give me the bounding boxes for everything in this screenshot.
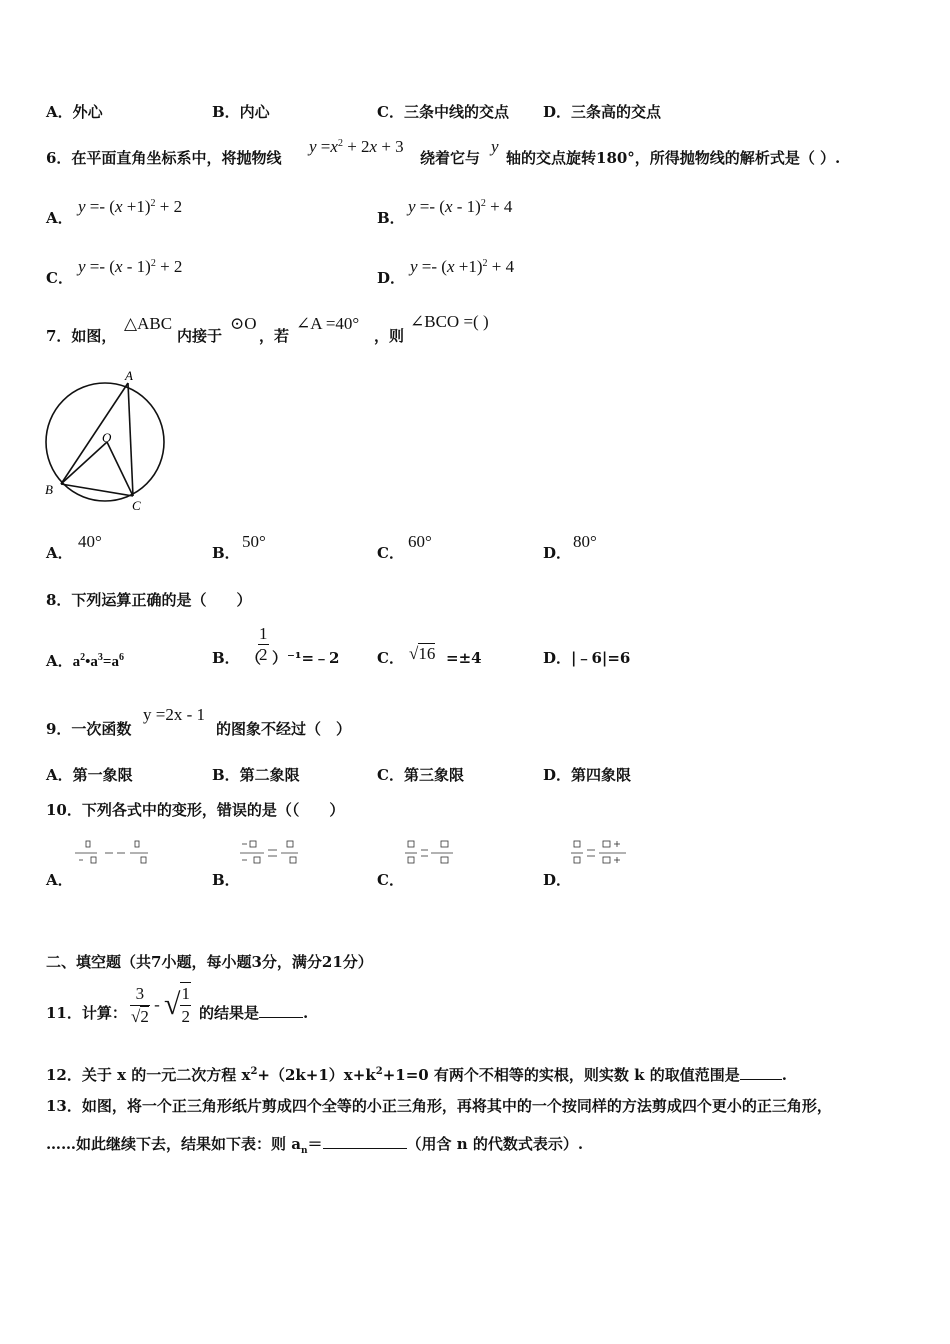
q6-option-b-equation: y =- (x - 1)$^2$ + 4 <box>408 197 513 216</box>
q8-option-b-open-paren: （ <box>246 649 262 667</box>
q8-stem: 8．下列运算正确的是（ ） <box>46 591 252 609</box>
q6-var-y: y <box>491 137 499 156</box>
q11-stem-suffix: 的结果是 . <box>199 1004 309 1022</box>
q7-point-a: A <box>125 368 133 383</box>
q7-option-a-label: A． <box>46 544 73 562</box>
q11-stem-prefix: 11．计算： <box>46 1004 127 1022</box>
q12-answer-blank[interactable] <box>740 1079 782 1080</box>
q7-option-c-label: C． <box>377 544 404 562</box>
q7-circle-figure <box>40 368 175 516</box>
q6-option-c-equation: y =- (x - 1)$^2$ + 2 <box>78 257 183 276</box>
q10-option-c-label: C． <box>377 871 404 889</box>
q12-stem: 12．关于 x 的一元二次方程 $x^2+(2k+1)x+k^2+1=0$ 有两个不相等的实根，则实数 k 的取值范围是 . <box>46 1066 787 1084</box>
q5-option-d: D．三条高的交点 <box>543 103 662 121</box>
section2-title: 二、填空题（共7小题，每小题3分，满分21分） <box>46 953 373 971</box>
q8-option-a-expression: $a^2•a^3=a^6$ <box>72 652 124 670</box>
q8-option-a <box>46 648 124 672</box>
q9-stem-prefix: 9．一次函数 <box>46 720 132 738</box>
q6-option-c-label: C． <box>46 269 73 287</box>
q6-option-a-label: A． <box>46 209 73 227</box>
q7-option-b-value: 50° <box>242 532 266 551</box>
q7-point-b: B <box>45 482 53 497</box>
q7-option-d-value: 80° <box>573 532 597 551</box>
q11-radical-sign: √ <box>164 988 181 1021</box>
q10-option-c-formula <box>403 838 458 870</box>
q6-stem-prefix: 6．在平面直角坐标系中，将抛物线 <box>46 149 282 167</box>
q9-linear-function: y =2x - 1 <box>143 705 205 724</box>
q6-option-d-equation: $y =- (x +1)^2 + 4$ <box>410 257 515 276</box>
q5-option-c: C．三条中线的交点 <box>377 103 509 121</box>
q10-option-a-label: A． <box>46 871 73 889</box>
q11-minus: - <box>154 995 160 1014</box>
q11-fraction-2-numerator: 1 <box>180 983 191 1006</box>
q11-fraction-2 <box>180 982 191 1028</box>
q8-option-c-rest: =±4 <box>446 649 482 667</box>
q5-option-a: A．外心 <box>46 103 103 121</box>
q8-option-b-rest: ）⁻¹=﹣2 <box>272 649 340 667</box>
q7-stem-mid2: ，若 <box>259 327 290 345</box>
q10-option-d-formula <box>569 838 629 870</box>
q8-option-b-fraction <box>258 624 269 665</box>
q10-option-d-label: D． <box>543 871 572 889</box>
q13-stem-line2: ……如此继续下去，结果如下表：则 $a_n=$ （用含 n 的代数式表示）. <box>46 1135 584 1156</box>
q8-option-c-label: C． <box>377 649 404 667</box>
q9-option-d: D．第四象限 <box>543 766 632 784</box>
q7-angle-a: ∠A =40° <box>296 314 360 333</box>
q8-c-radicand: 16 <box>418 644 436 663</box>
q7-stem-prefix: 7．如图， <box>46 327 117 345</box>
q8-b-numerator: 1 <box>259 624 268 643</box>
q9-stem-suffix: 的图象不经过（ ） <box>216 720 352 738</box>
q6-stem-suffix: 轴的交点旋转180°，所得抛物线的解析式是（ ）. <box>506 149 841 167</box>
q9-option-b: B．第二象限 <box>212 766 300 784</box>
q6-option-a-equation: $y =- (x +1)^2 + 2$ <box>78 197 183 216</box>
q11-fraction-2-denominator: 2 <box>181 1007 190 1026</box>
q7-point-c: C <box>132 498 141 513</box>
q13-answer-blank[interactable] <box>323 1148 407 1149</box>
q11-fraction-1 <box>130 983 150 1028</box>
q7-stem-mid3: ，则 <box>374 327 405 345</box>
q7-segment-oc <box>107 442 133 496</box>
q6-option-b-label: B． <box>377 209 405 227</box>
q7-triangle-abc: △ABC <box>124 314 173 333</box>
q7-option-b-label: B． <box>212 544 240 562</box>
q11-answer-blank[interactable] <box>259 1017 303 1018</box>
q6-stem-mid: 绕着它与 <box>420 149 481 167</box>
q8-option-d-expression: |﹣6|=6 <box>571 649 631 667</box>
q6-option-d-label: D． <box>377 269 406 287</box>
q9-option-a: A．第一象限 <box>46 766 133 784</box>
q11-expression <box>130 982 191 1028</box>
q7-segment-ac <box>128 383 133 496</box>
q7-angle-bco: ∠BCO =( ) <box>410 312 489 331</box>
q10-stem: 10．下列各式中的变形，错误的是（（ ） <box>46 801 345 819</box>
q8-b-denominator: 2 <box>259 645 268 664</box>
q11-fraction-1-denominator: √2 <box>131 1006 149 1026</box>
q8-option-d-label: D． <box>543 649 572 667</box>
q9-option-c: C．第三象限 <box>377 766 464 784</box>
q7-stem-mid1: 内接于 <box>177 327 223 345</box>
q8-option-b-label: B． <box>212 649 240 667</box>
q8-option-c-sqrt: √16 <box>409 644 436 663</box>
q7-point-o: O <box>102 430 112 445</box>
q11-fraction-1-numerator: 3 <box>130 983 150 1006</box>
q7-segment-ab <box>61 383 128 484</box>
q7-option-c-value: 60° <box>408 532 432 551</box>
q7-option-d-label: D． <box>543 544 572 562</box>
q10-option-a-formula <box>73 838 153 870</box>
q7-option-a-value: 40° <box>78 532 102 551</box>
q6-parabola-equation: $y =x^2 + 2x + 3$ <box>309 137 404 156</box>
q10-option-b-formula <box>238 838 303 870</box>
q7-circle-o: ⊙O <box>230 314 257 333</box>
q5-option-b: B．内心 <box>212 103 270 121</box>
q8-option-a-label: A． <box>46 652 73 670</box>
q13-stem-line1: 13．如图，将一个正三角形纸片剪成四个全等的小正三角形，再将其中的一个按同样的方法剪成四个更小的正三角形， <box>46 1097 832 1115</box>
q10-option-b-label: B． <box>212 871 240 889</box>
